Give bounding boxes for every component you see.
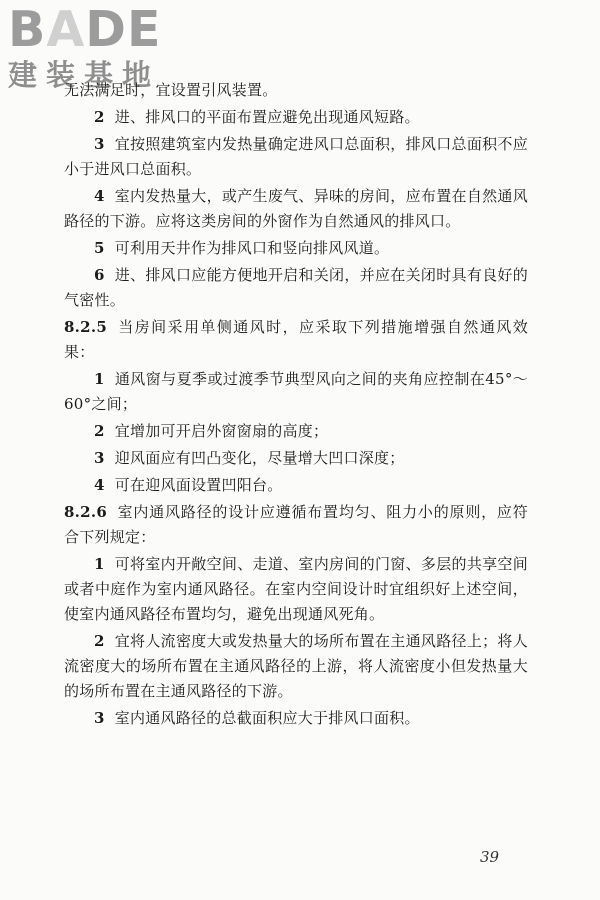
item-number: 6: [94, 266, 105, 284]
list-item: [64, 105, 528, 130]
logo-letter-b: B: [8, 1, 47, 58]
paragraph-continuation: [64, 78, 528, 103]
list-item: [64, 446, 528, 471]
item-text: 宜将人流密度大或发热量大的场所布置在主通风路径上；将人流密度大的场所布置在主通风路径的上游，将人流密度小但发热量大的场所布置在主通风路径的下游。: [64, 632, 528, 700]
logo-subtitle: 建装基地: [8, 58, 161, 92]
item-number: 2: [94, 632, 105, 650]
item-number: 1: [94, 555, 105, 573]
item-text: 通风窗与夏季或过渡季节典型风向之间的夹角应控制在45°～60°之间；: [64, 370, 528, 413]
item-number: 2: [94, 422, 105, 440]
list-item: [64, 473, 528, 498]
list-item: [64, 263, 528, 313]
item-text: 室内通风路径的总截面积应大于排风口面积。: [114, 709, 420, 727]
item-number: 1: [94, 370, 105, 388]
item-text: 可将室内开敞空间、走道、室内房间的门窗、多层的共享空间或者中庭作为室内通风路径。在室内空间设计时宜组织好上述空间，使室内通风路径布置均匀，避免出现通风死角。: [64, 555, 528, 623]
item-number: 3: [94, 135, 105, 153]
clause-number: 8.2.5: [64, 318, 108, 336]
item-text: 可在迎风面设置凹阳台。: [114, 476, 283, 494]
item-text: 进、排风口的平面布置应避免出现通风短路。: [114, 108, 420, 126]
item-text: 进、排风口应能方便地开启和关闭，并应在关闭时具有良好的气密性。: [64, 266, 528, 309]
paragraph-text: 无法满足时，宜设置引风装置。: [64, 81, 278, 99]
list-item: [64, 367, 528, 417]
item-number: 3: [94, 449, 105, 467]
list-item: [64, 706, 528, 731]
item-text: 室内发热量大，或产生废气、异味的房间，应布置在自然通风路径的下游。应将这类房间的外窗作为自然通风的排风口。: [64, 187, 528, 230]
document-body: [64, 78, 528, 733]
clause-text: 室内通风路径的设计应遵循布置均匀、阻力小的原则，应符合下列规定：: [64, 503, 528, 546]
item-text: 宜增加可开启外窗窗扇的高度；: [114, 422, 329, 440]
list-item: [64, 132, 528, 182]
clause-8-2-5: [64, 315, 528, 365]
clause-number: 8.2.6: [64, 503, 108, 521]
list-item: [64, 419, 528, 444]
list-item: [64, 184, 528, 234]
item-text: 宜按照建筑室内发热量确定进风口总面积，排风口总面积不应小于进风口总面积。: [64, 135, 528, 178]
list-item: [64, 552, 528, 627]
item-text: 可利用天井作为排风口和竖向排风风道。: [114, 239, 390, 257]
list-item: [64, 629, 528, 704]
item-number: 4: [94, 476, 105, 494]
list-item: [64, 236, 528, 261]
page-number: 39: [480, 848, 500, 866]
clause-8-2-6: [64, 500, 528, 550]
clause-text: 当房间采用单侧通风时，应采取下列措施增强自然通风效果：: [64, 318, 528, 361]
item-number: 2: [94, 108, 105, 126]
logo-wordmark: [8, 1, 178, 58]
item-number: 5: [94, 239, 105, 257]
logo-letter-a: A: [46, 1, 86, 58]
item-text: 迎风面应有凹凸变化，尽量增大凹口深度；: [114, 449, 405, 467]
item-number: 4: [94, 187, 105, 205]
item-number: 3: [94, 709, 105, 727]
logo-letters-de: DE: [85, 1, 162, 58]
